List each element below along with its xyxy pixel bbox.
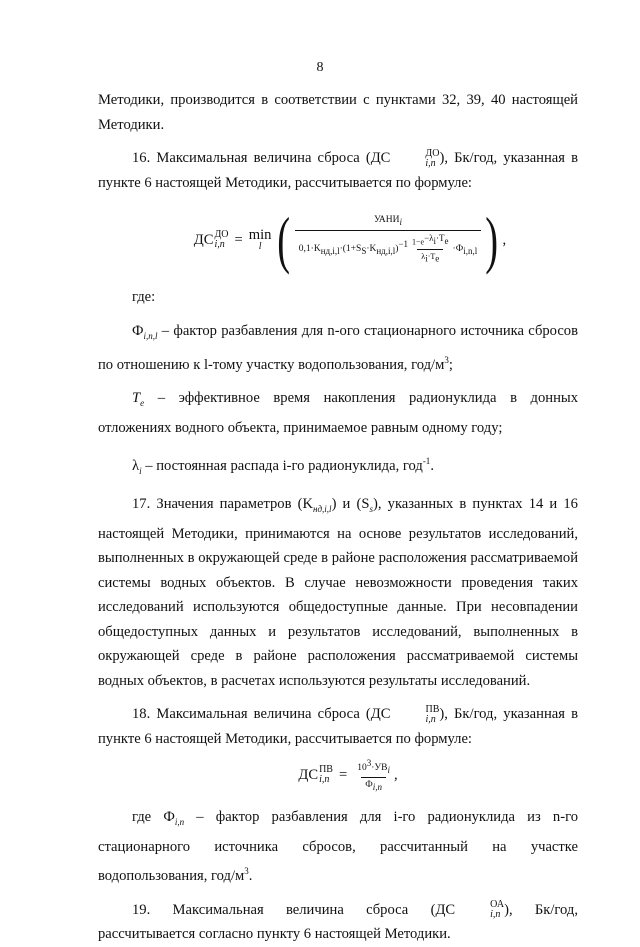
document-body [98,88,578,947]
def-phi-end: ; [448,356,453,373]
definition-te [98,386,578,440]
def-te-sub: e [140,398,145,409]
f2-num-sub: i [387,764,390,775]
p17-sub1: нд,i,l [313,504,332,515]
f1-den-b: ·(1+S [339,244,362,255]
p18w-end: . [248,868,253,885]
f1-inner-exp-a: −λ [424,233,434,244]
p18w-sup: 3 [244,866,249,877]
f1-inner-exp-d: e [444,235,449,246]
ds-pv-sup: ПВ [425,704,440,715]
f1-right-paren: ) [485,204,499,275]
f1-den-sub3: нд,i,l [376,245,396,256]
def-te-text: – эффективное время накопления радионуклида в донных отложениях водного объекта, принимаемое равным одному году; [98,390,578,436]
p18w-text-b: – фактор разбавления для i-го радионуклида из n-го стационарного источника сбросов, рассчитанный на участке водопользования, год/м [98,809,578,885]
f2-lhs-sup: ПВ [319,764,333,776]
f1-lhs-indices [214,230,228,250]
def-phi-symbol: Ф [132,322,144,339]
p17-text-b: ) и (S [331,496,370,513]
f1-min-operator [249,228,272,253]
f1-den-exp: −1 [398,238,409,249]
ds-do-indices [391,149,439,169]
p19-text-a: 19. Максимальная величина сброса (ДС [132,901,456,918]
def-lambda-sub: i [139,465,142,476]
f2-eq: = [338,767,348,784]
paragraph-18-where [98,805,578,888]
f2-fraction [353,758,394,794]
paragraph-continuation: Методики, производится в соответствии с пунктами 32, 39, 40 настоящей Методики. [98,92,578,133]
f1-num-sub: i [399,217,403,228]
ds-oa-indices [456,900,504,920]
paragraph-17 [98,492,578,693]
def-lambda-text: – постоянная распада i-го радионуклида, год [141,458,423,475]
f1-den-close: ) [395,244,399,255]
p17-text-c: ), указанных в пунктах 14 и 16 настоящей Методики, принимаются на основе результатов исследований, выполненных в окружающей среде в районе расположения рассматриваемой системы водных объектов. В случае невозможности проведения таких исследований используются общедоступные данные. При несовпадении общедоступных данных и результатов исследований, выполненных в окружающей среде в районе расположения рассматриваемой системы водных объектов, в расчетах используются результаты исследований. [98,496,578,689]
def-phi-text: – фактор разбавления для n-ого стационарного источника сбросов по отношению к l-тому участку водопользования, год/м [98,322,578,373]
f1-inner-den-sub2: e [435,253,440,264]
f1-numerator [370,215,406,230]
ds-oa-sub: i,n [490,909,501,921]
f1-left-paren: ( [277,204,291,275]
f2-den-a: Ф [365,780,373,791]
def-phi-sub: i,n,l [143,330,158,341]
f2-den-sub: i,n [372,782,382,793]
p18-text-b: ), Бк/год, указанная в пункте 6 настоящей Методики, рассчитывается по формуле: [98,706,579,747]
ds-oa-sup: ОА [490,899,505,911]
f2-lhs-indices [319,765,333,785]
f1-den-c: ·K [366,244,377,255]
f1-phi: ·Ф [452,244,464,255]
p19-text-b: ), Бк/год, рассчитывается согласно пункту 6 настоящей Методики. [98,901,579,943]
def-lambda-sup: -1 [422,456,431,467]
f1-inner-exp-c: ·T [436,233,445,244]
f1-eq: = [234,231,243,248]
f1-lhs-sup: ДО [214,229,229,240]
ds-do-sup: ДО [425,147,440,159]
f1-inner-num-text: 1−e [412,237,425,247]
def-lambda-symbol: λ [132,458,140,475]
p17-text-a: 17. Значения параметров (K [132,496,314,513]
f2-numerator [353,758,394,778]
f1-den-sub1: нд,i,l [320,245,340,256]
f1-den-a: 0,1·K [298,244,321,255]
f1-lhs: ДС [193,231,214,248]
def-lambda-end: . [430,458,434,475]
formula-ds-do [122,203,578,277]
ds-do-sub: i,n [425,157,436,169]
f2-lhs: ДС [298,767,319,784]
f1-lhs-sub: i,n [214,239,225,250]
f1-inner-fraction [408,233,453,265]
p16-text-b: ), Бк/год, указанная в пункте 6 настоящей Методики, рассчитывается по формуле: [98,150,579,191]
f1-denominator [295,230,481,265]
f1-min-sub: l [258,241,262,253]
f1-inner-den-sub: i [425,253,428,264]
definition-phi [98,319,578,378]
f1-inner-den-b: ·T [427,252,436,262]
f2-num-b: ·УВ [371,762,388,773]
p18-text-a: 18. Максимальная величина сброса (ДС [132,706,391,723]
p17-sub2: s [369,504,373,515]
definition-lambda [98,449,578,483]
f1-comma: , [502,231,507,248]
def-phi-sup: 3 [444,354,449,365]
f2-lhs-sub: i,n [319,774,330,786]
f2-num-a: 10 [357,762,367,773]
f2-comma: , [393,767,398,784]
f1-num-text: УАНИ [374,215,400,226]
paragraph-16 [98,146,578,195]
paragraph-18 [98,702,578,751]
f1-inner-den [417,249,443,264]
f1-den-sub2: S [361,245,367,256]
formula-ds-pv [118,755,578,795]
ds-pv-sub: i,n [425,714,436,725]
p16-text-a: 16. Максимальная величина сброса (ДС [132,150,391,166]
f1-main-fraction [295,215,481,264]
f2-denominator [361,777,386,793]
f2-num-exp: 3 [366,757,372,768]
ds-pv-indices [391,705,439,725]
p18w-text-a: где Ф [132,809,175,826]
p18w-sub: i,n [174,817,185,828]
f1-phi-sub: i,n,l [463,245,478,256]
def-te-symbol: T [132,390,141,407]
f1-min: min [248,226,272,243]
f1-inner-num [408,233,453,249]
where-label: где: [132,289,156,305]
f1-inner-den-a: λ [421,252,426,262]
f1-inner-exp-b: i [433,235,437,246]
page-number: 8 [316,60,324,75]
